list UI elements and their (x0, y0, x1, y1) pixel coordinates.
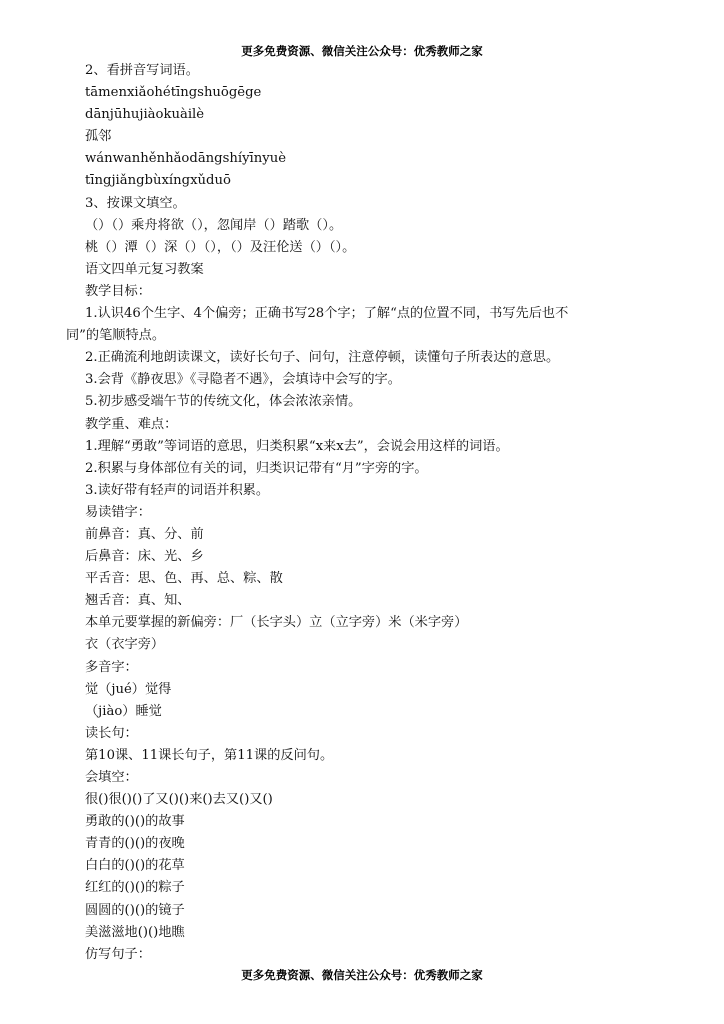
section-heading: 教学重、难点： (85, 416, 178, 432)
text-line: 翘舌音：真、知、 (85, 593, 191, 609)
section-heading: 多音字： (85, 659, 138, 675)
text-line: 衣（衣字旁） (85, 637, 165, 653)
text-line: 前鼻音：真、分、前 (85, 526, 204, 542)
section-heading: 读长句： (85, 725, 138, 741)
text-line: 觉（jué）觉得 (85, 681, 172, 697)
page-footer: 更多免费资源、微信关注公众号：优秀教师之家 (241, 968, 483, 982)
text-line: 白白的()()的花草 (85, 858, 185, 874)
text-line: 1.认识46个生字、4个偏旁；正确书写28个字；了解“点的位置不同，书写先后也不 (85, 306, 569, 322)
text-line: 2、看拼音写词语。 (85, 63, 199, 78)
text-line: 2.正确流利地朗读课文，读好长句子、问句，注意停顿，读懂句子所表达的意思。 (85, 350, 560, 366)
section-heading: 会填空： (85, 770, 138, 785)
text-line: wánwanhěnhǎodāngshíyīnyuè (85, 151, 286, 167)
text-line: dānjūhujiàokuàilè (85, 107, 205, 123)
text-line: 美滋滋地()()地瞧 (85, 924, 185, 940)
page-header: 更多免费资源、微信关注公众号：优秀教师之家 (241, 44, 483, 58)
document-title: 语文四单元复习教案 (85, 261, 204, 277)
text-line: 很()很()()了又()()来()去又()又() (85, 792, 273, 808)
section-heading: 仿写句子： (85, 946, 151, 962)
section-heading: 易读错字： (85, 504, 151, 520)
text-line: tāmenxiǎohétīngshuōgēge (85, 85, 262, 101)
text-line: 3.会背《静夜思》《寻隐者不遇》，会填诗中会写的字。 (85, 372, 401, 388)
text-line: 5.初步感受端午节的传统文化，体会浓浓亲情。 (85, 394, 362, 410)
text-line: 3.读好带有轻声的词语并积累。 (85, 482, 270, 498)
text-line: （jiào）睡觉 (85, 703, 162, 719)
text-line: 青青的()()的夜晚 (85, 836, 185, 852)
text-line: 平舌音：思、色、再、总、粽、散 (85, 571, 283, 587)
text-line: 同”的笔顺特点。 (66, 328, 166, 344)
text-line: 圆圆的()()的镜子 (85, 902, 185, 918)
text-line: （）（）乘舟将欲（），忽闻岸（）踏歌（）。 (85, 217, 343, 233)
text-line: 第10课、11课长句子，第11课的反问句。 (85, 747, 334, 763)
section-heading: 教学目标： (85, 283, 151, 299)
text-line: 2.积累与身体部位有关的词，归类识记带有“月”字旁的字。 (85, 460, 428, 476)
text-line: 后鼻音：床、光、乡 (85, 549, 204, 565)
text-line: 红红的()()的粽子 (85, 880, 185, 896)
text-line: 孤邻 (85, 129, 112, 145)
document-body (66, 60, 670, 966)
text-line: 勇敢的()()的故事 (85, 814, 185, 830)
text-line: 1.理解“勇敢”等词语的意思，归类积累“x来x去”，会说会用这样的词语。 (85, 438, 509, 454)
text-line: 本单元要掌握的新偏旁：厂（长字头）立（立字旁）米（米字旁） (85, 615, 468, 631)
text-line: 桃（）潭（）深（）（），（）及汪伦送（）（）。 (85, 239, 356, 255)
text-line: tīngjiǎngbùxíngxǔduō (85, 173, 231, 189)
section-heading: 3、按课文填空。 (85, 195, 186, 211)
